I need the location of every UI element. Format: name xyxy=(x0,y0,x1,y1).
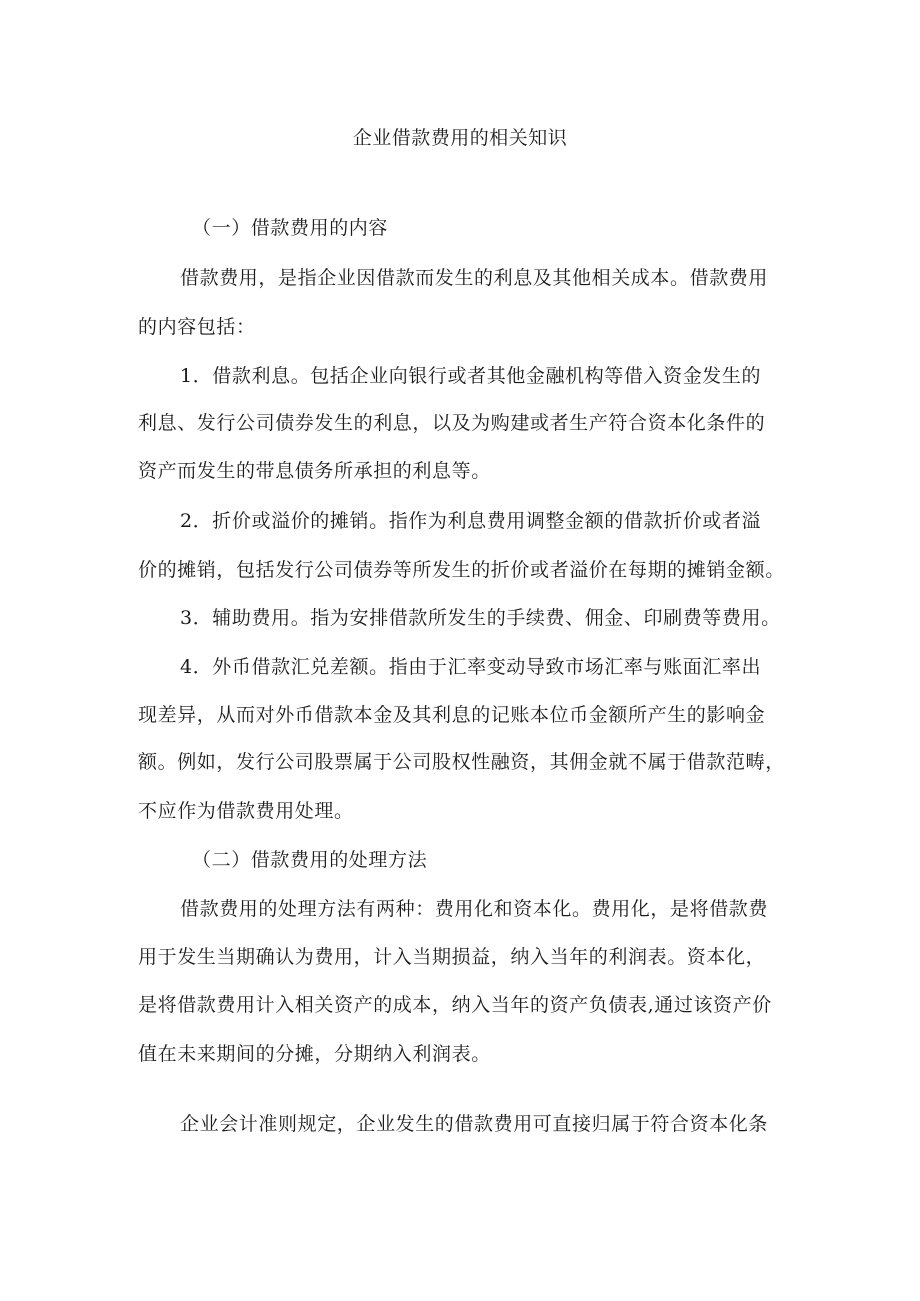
paragraph-line: 额。例如，发行公司股票属于公司股权性融资，其佣金就不属于借款范畴， xyxy=(138,751,785,773)
paragraph-line: 的内容包括： xyxy=(138,316,256,338)
paragraph-line: 不应作为借款费用处理。 xyxy=(138,800,354,822)
paragraph-line: 2．折价或溢价的摊销。指作为利息费用调整金额的借款折价或者溢 xyxy=(180,510,762,532)
paragraph-line: 用于发生当期确认为费用，计入当期损益，纳入当年的利润表。资本化， xyxy=(138,946,766,968)
paragraph-line: 3．辅助费用。指为安排借款所发生的手续费、佣金、印刷费等费用。 xyxy=(180,607,781,629)
paragraph-line: 4．外币借款汇兑差额。指由于汇率变动导致市场汇率与账面汇率出 xyxy=(180,656,762,678)
paragraph-line: 1．借款利息。包括企业向银行或者其他金融机构等借入资金发生的 xyxy=(180,365,762,387)
section-heading-1: （一）借款费用的内容 xyxy=(192,217,389,239)
paragraph-line: 资产而发生的带息债务所承担的利息等。 xyxy=(138,460,491,482)
section-heading-2: （二）借款费用的处理方法 xyxy=(192,849,428,871)
paragraph-line: 利息、发行公司债券发生的利息，以及为购建或者生产符合资本化条件的 xyxy=(138,412,766,434)
paragraph-line: 借款费用的处理方法有两种：费用化和资本化。费用化，是将借款费 xyxy=(180,898,769,920)
document-title: 企业借款费用的相关知识 xyxy=(352,127,568,149)
paragraph-line: 是将借款费用计入相关资产的成本，纳入当年的资产负债表,通过该资产价 xyxy=(138,994,772,1016)
paragraph-line: 价的摊销，包括发行公司债券等所发生的折价或者溢价在每期的摊销金额。 xyxy=(138,559,785,581)
paragraph-line: 借款费用，是指企业因借款而发生的利息及其他相关成本。借款费用 xyxy=(180,267,769,289)
paragraph-line: 企业会计准则规定，企业发生的借款费用可直接归属于符合资本化条 xyxy=(180,1113,769,1135)
paragraph-line: 现差异，从而对外币借款本金及其利息的记账本位币金额所产生的影响金 xyxy=(138,704,766,726)
paragraph-line: 值在未来期间的分摊，分期纳入利润表。 xyxy=(138,1043,491,1065)
